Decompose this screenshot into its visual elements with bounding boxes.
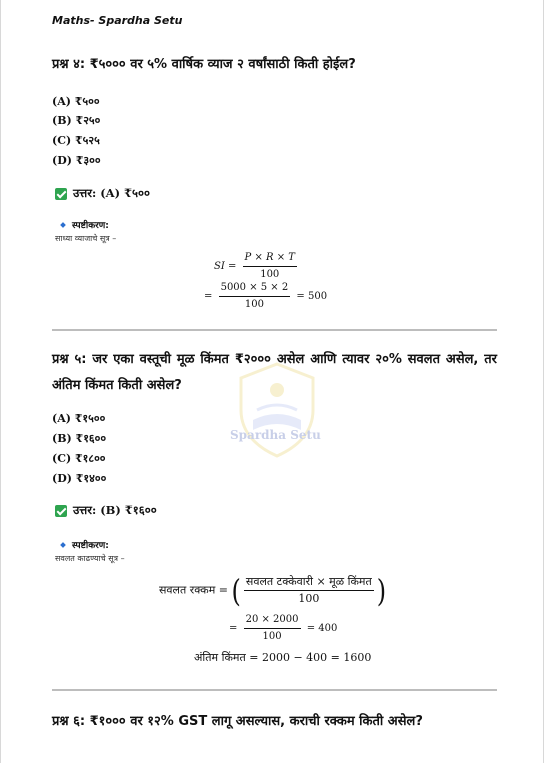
right-paren: ) [376,572,387,609]
q4-answer [55,186,150,201]
q4-answer-text: उत्तर: (A) ₹५०० [73,186,150,200]
q5-fraction2-num: 20 × 2000 [244,614,301,629]
q5-formula-result: = 400 [306,623,338,634]
question-4-title: प्रश्न ४: ₹५००० वर ५% वार्षिक व्याज २ वर्षांसाठी किती होईल? [52,57,356,72]
q5-option-c: (C) ₹१८०० [52,452,106,465]
q4-fraction1-den: 100 [260,269,280,280]
q5-explanation-sub: सवलत काढण्याचे सूत्र – [55,554,125,563]
section-divider [52,329,497,331]
q5-answer-text: उत्तर: (B) ₹१६०० [73,503,157,517]
q4-formula-result: = 500 [296,291,328,302]
q5-formula-line2 [229,614,337,643]
question-6-title: प्रश्न ६: ₹१००० वर १२% GST लागू असल्यास, कराची रक्कम किती असेल? [52,714,423,729]
q5-formula-eq: = [229,623,238,634]
q5-formula-fraction1 [244,576,374,605]
bullet-icon [60,542,66,548]
q4-explanation-heading [61,218,109,231]
q5-fraction2-den: 100 [262,631,282,642]
q4-explanation-sub: साध्या व्याजाचे सूत्र – [55,234,117,243]
q4-formula-lhs: SI = [214,261,237,272]
q5-answer [55,503,157,518]
question-5-title: प्रश्न ५: जर एका वस्तूची मूळ किंमत ₹२००० असेल आणि त्यावर २०% सवलत असेल, तर अंतिम किंमत किती असेल? [52,352,497,393]
q5-option-d: (D) ₹१४०० [52,472,107,485]
q4-formula-fraction2 [219,282,291,311]
q5-option-b: (B) ₹१६०० [52,432,107,445]
q5-fraction1-num: सवलत टक्केवारी × मूळ किंमत [244,576,374,591]
check-icon [55,505,67,517]
q4-formula-eq: = [204,291,213,302]
q4-explanation-label: स्पष्टीकरण: [72,221,109,231]
left-paren: ( [231,572,241,609]
q4-option-d: (D) ₹३०० [52,154,101,167]
q4-option-b: (B) ₹२५० [52,114,101,127]
q5-explanation-heading [61,538,109,551]
q4-formula-fraction1 [243,252,297,281]
q5-formula-fraction2 [244,614,301,643]
q4-formula-line2 [204,282,327,311]
q4-fraction2-num: 5000 × 5 × 2 [219,282,291,297]
q5-final-price: अंतिम किंमत = 2000 − 400 = 1600 [194,651,372,664]
q5-fraction1-den: 100 [298,592,320,605]
q5-formula-lhs: सवलत रक्कम = [159,583,229,597]
check-icon [55,188,67,200]
q4-option-c: (C) ₹५२५ [52,134,100,147]
page-header: Maths- Spardha Setu [52,14,183,27]
section-divider [52,689,497,691]
q4-formula-line1 [214,252,300,281]
q4-fraction1-num: P × R × T [243,252,297,267]
q4-option-a: (A) ₹५०० [52,95,100,108]
q5-explanation-label: स्पष्टीकरण: [72,541,109,551]
q5-option-a: (A) ₹१५०० [52,412,106,425]
q5-formula-line1 [159,572,387,609]
watermark-text: Spardha Setu [230,428,321,442]
q4-fraction2-den: 100 [244,299,264,310]
bullet-icon [60,222,66,228]
